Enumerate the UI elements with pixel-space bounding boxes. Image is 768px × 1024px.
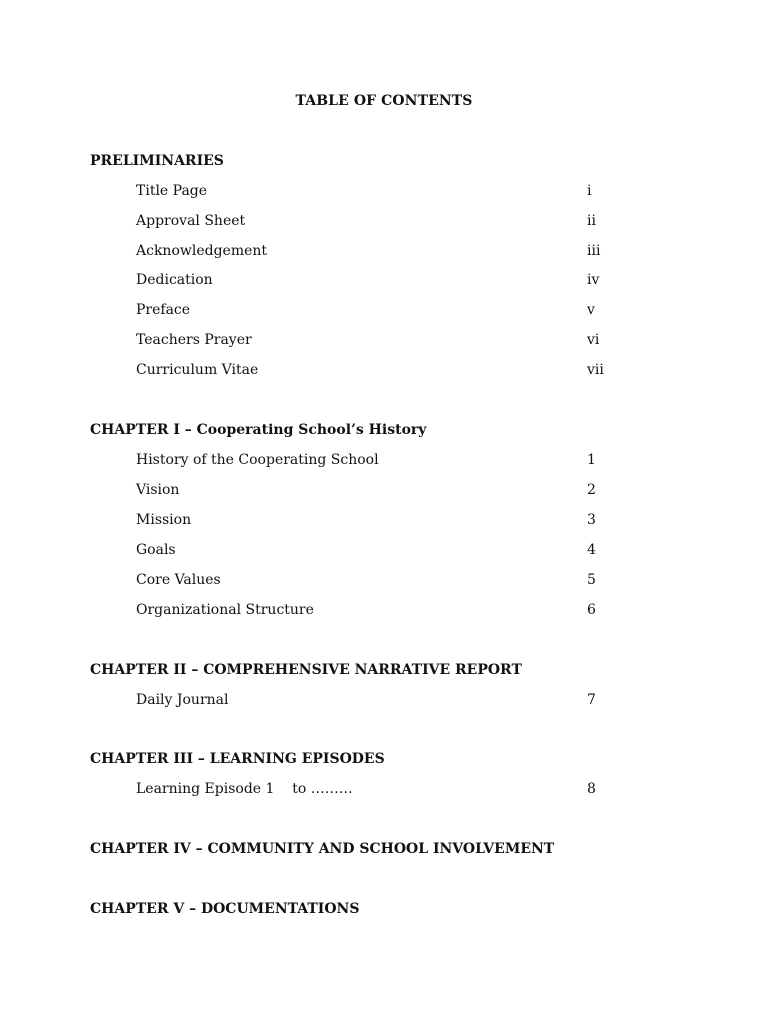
entry-page-number: 7 bbox=[587, 692, 596, 708]
toc-entry bbox=[0, 692, 768, 712]
entry-page-number: 5 bbox=[587, 572, 596, 588]
entry-page-number: 8 bbox=[587, 781, 596, 797]
entry-label: Title Page bbox=[136, 183, 208, 199]
toc-entry bbox=[0, 482, 768, 502]
toc-entry bbox=[0, 512, 768, 532]
entry-label: History of the Cooperating School bbox=[136, 452, 379, 468]
entry-page-number: 4 bbox=[587, 542, 596, 558]
toc-entry bbox=[0, 332, 768, 352]
entry-page-number: 2 bbox=[587, 482, 596, 498]
entry-label: Dedication bbox=[136, 272, 213, 288]
toc-entry bbox=[0, 272, 768, 292]
entry-label: Organizational Structure bbox=[136, 602, 314, 618]
entry-page-number: 1 bbox=[587, 452, 596, 468]
entry-page-number: ii bbox=[587, 213, 596, 229]
entry-page-number: 6 bbox=[587, 602, 596, 618]
toc-entry bbox=[0, 183, 768, 203]
section-heading: CHAPTER I – Cooperating School’s History bbox=[90, 422, 427, 438]
page-title: TABLE OF CONTENTS bbox=[295, 93, 473, 109]
section-heading: CHAPTER IV – COMMUNITY AND SCHOOL INVOLVEMENT bbox=[90, 841, 555, 857]
toc-entry bbox=[0, 243, 768, 263]
section-heading: CHAPTER II – COMPREHENSIVE NARRATIVE REPORT bbox=[90, 662, 522, 678]
entry-page-number: vii bbox=[587, 362, 604, 378]
toc-entry bbox=[0, 213, 768, 233]
entry-page-number: 3 bbox=[587, 512, 596, 528]
entry-label: Daily Journal bbox=[136, 692, 229, 708]
entry-label: Vision bbox=[136, 482, 180, 498]
entry-page-number: iv bbox=[587, 272, 600, 288]
entry-label: Approval Sheet bbox=[136, 213, 246, 229]
entry-label: Teachers Prayer bbox=[136, 332, 252, 348]
entry-page-number: v bbox=[587, 302, 595, 318]
toc-entry bbox=[0, 572, 768, 592]
section-heading: CHAPTER V – DOCUMENTATIONS bbox=[90, 901, 360, 917]
entry-label: Learning Episode 1 to ……… bbox=[136, 781, 353, 797]
section-heading: CHAPTER III – LEARNING EPISODES bbox=[90, 751, 385, 767]
entry-label: Mission bbox=[136, 512, 192, 528]
entry-page-number: vi bbox=[587, 332, 600, 348]
section-heading: PRELIMINARIES bbox=[90, 153, 224, 169]
entry-label: Curriculum Vitae bbox=[136, 362, 259, 378]
toc-entry bbox=[0, 542, 768, 562]
toc-entry bbox=[0, 302, 768, 322]
entry-label: Goals bbox=[136, 542, 176, 558]
entry-page-number: i bbox=[587, 183, 592, 199]
entry-page-number: iii bbox=[587, 243, 601, 259]
toc-entry bbox=[0, 362, 768, 382]
entry-label: Preface bbox=[136, 302, 191, 318]
toc-entry bbox=[0, 452, 768, 472]
entry-label: Acknowledgement bbox=[136, 243, 268, 259]
toc-entry bbox=[0, 781, 768, 801]
entry-label: Core Values bbox=[136, 572, 221, 588]
toc-entry bbox=[0, 602, 768, 622]
